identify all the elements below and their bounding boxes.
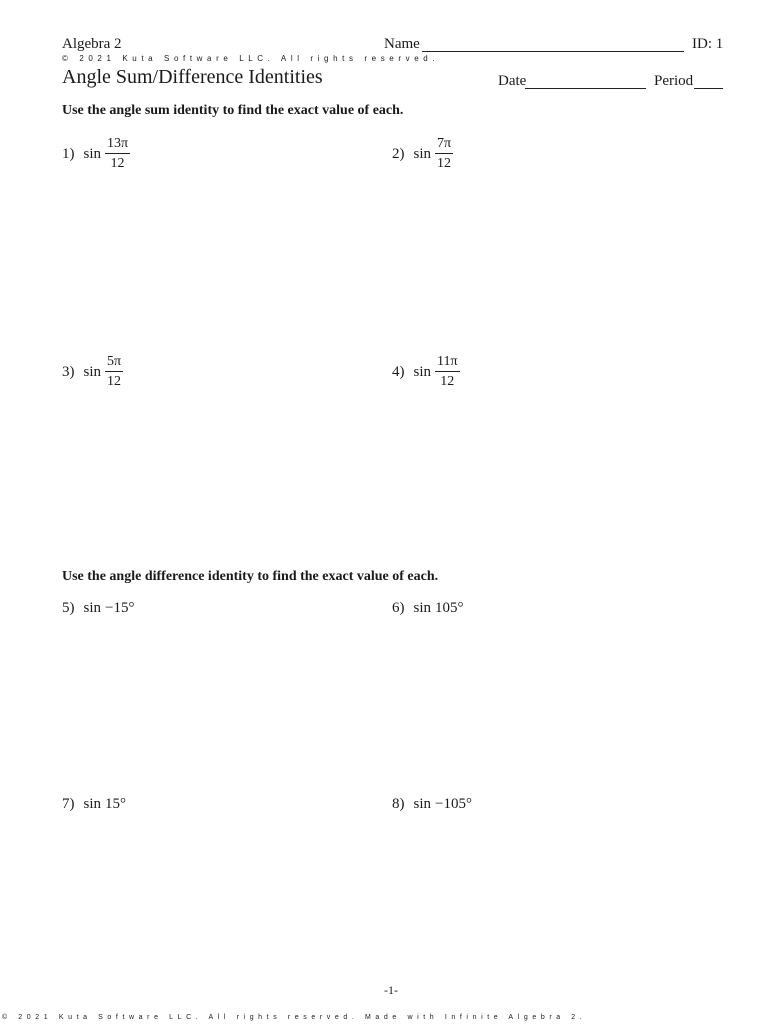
problem-number: 2) xyxy=(392,145,405,162)
problem-argument: 15° xyxy=(105,796,127,812)
fraction-denominator: 12 xyxy=(107,374,122,389)
function-name: sin xyxy=(83,145,102,162)
function-name: sin xyxy=(413,600,432,616)
fraction-denominator: 12 xyxy=(440,374,455,389)
problem-number: 8) xyxy=(392,796,405,812)
problem-6 xyxy=(392,600,464,617)
fraction-numerator: 7π xyxy=(435,136,453,154)
worksheet-title: Angle Sum/Difference Identities xyxy=(62,66,323,88)
fraction-denominator: 12 xyxy=(110,156,125,171)
problem-number: 1) xyxy=(62,145,75,162)
footer-copyright: © 2021 Kuta Software LLC. All rights reserved. Made with Infinite Algebra 2. xyxy=(2,1014,587,1021)
problem-7 xyxy=(62,796,126,813)
problem-number: 4) xyxy=(392,363,405,380)
problem-4 xyxy=(392,354,460,390)
function-name: sin xyxy=(413,363,432,380)
page-number: -1- xyxy=(384,983,398,997)
function-name: sin xyxy=(83,796,102,812)
function-name: sin xyxy=(413,145,432,162)
fraction xyxy=(105,136,130,172)
problem-argument: −105° xyxy=(435,796,472,812)
id-label: ID: 1 xyxy=(692,36,724,52)
fraction xyxy=(105,354,123,390)
section-instruction: Use the angle sum identity to find the exact value of each. xyxy=(62,103,404,118)
course-label: Algebra 2 xyxy=(62,36,122,52)
problem-argument: 105° xyxy=(435,600,464,616)
name-field-line[interactable] xyxy=(422,51,684,52)
problem-number: 6) xyxy=(392,600,405,616)
fraction-numerator: 5π xyxy=(105,354,123,372)
problem-argument: −15° xyxy=(105,600,135,616)
function-name: sin xyxy=(83,363,102,380)
problem-8 xyxy=(392,796,472,813)
date-label: Date xyxy=(498,73,527,89)
problem-number: 7) xyxy=(62,796,75,812)
fraction-numerator: 13π xyxy=(105,136,130,154)
problem-5 xyxy=(62,600,134,617)
fraction-numerator: 11π xyxy=(435,354,460,372)
problem-number: 5) xyxy=(62,600,75,616)
name-label: Name xyxy=(384,36,420,52)
problem-1 xyxy=(62,136,130,172)
function-name: sin xyxy=(413,796,432,812)
date-field-line[interactable] xyxy=(525,88,646,89)
problem-2 xyxy=(392,136,453,172)
section-instruction: Use the angle difference identity to find the exact value of each. xyxy=(62,569,439,584)
fraction-denominator: 12 xyxy=(437,156,452,171)
fraction xyxy=(435,136,453,172)
function-name: sin xyxy=(83,600,102,616)
problem-number: 3) xyxy=(62,363,75,380)
copyright-notice: © 2021 Kuta Software LLC. All rights reserved. xyxy=(62,54,440,63)
fraction xyxy=(435,354,460,390)
period-field-line[interactable] xyxy=(694,88,723,89)
problem-3 xyxy=(62,354,123,390)
period-label: Period xyxy=(654,73,694,89)
